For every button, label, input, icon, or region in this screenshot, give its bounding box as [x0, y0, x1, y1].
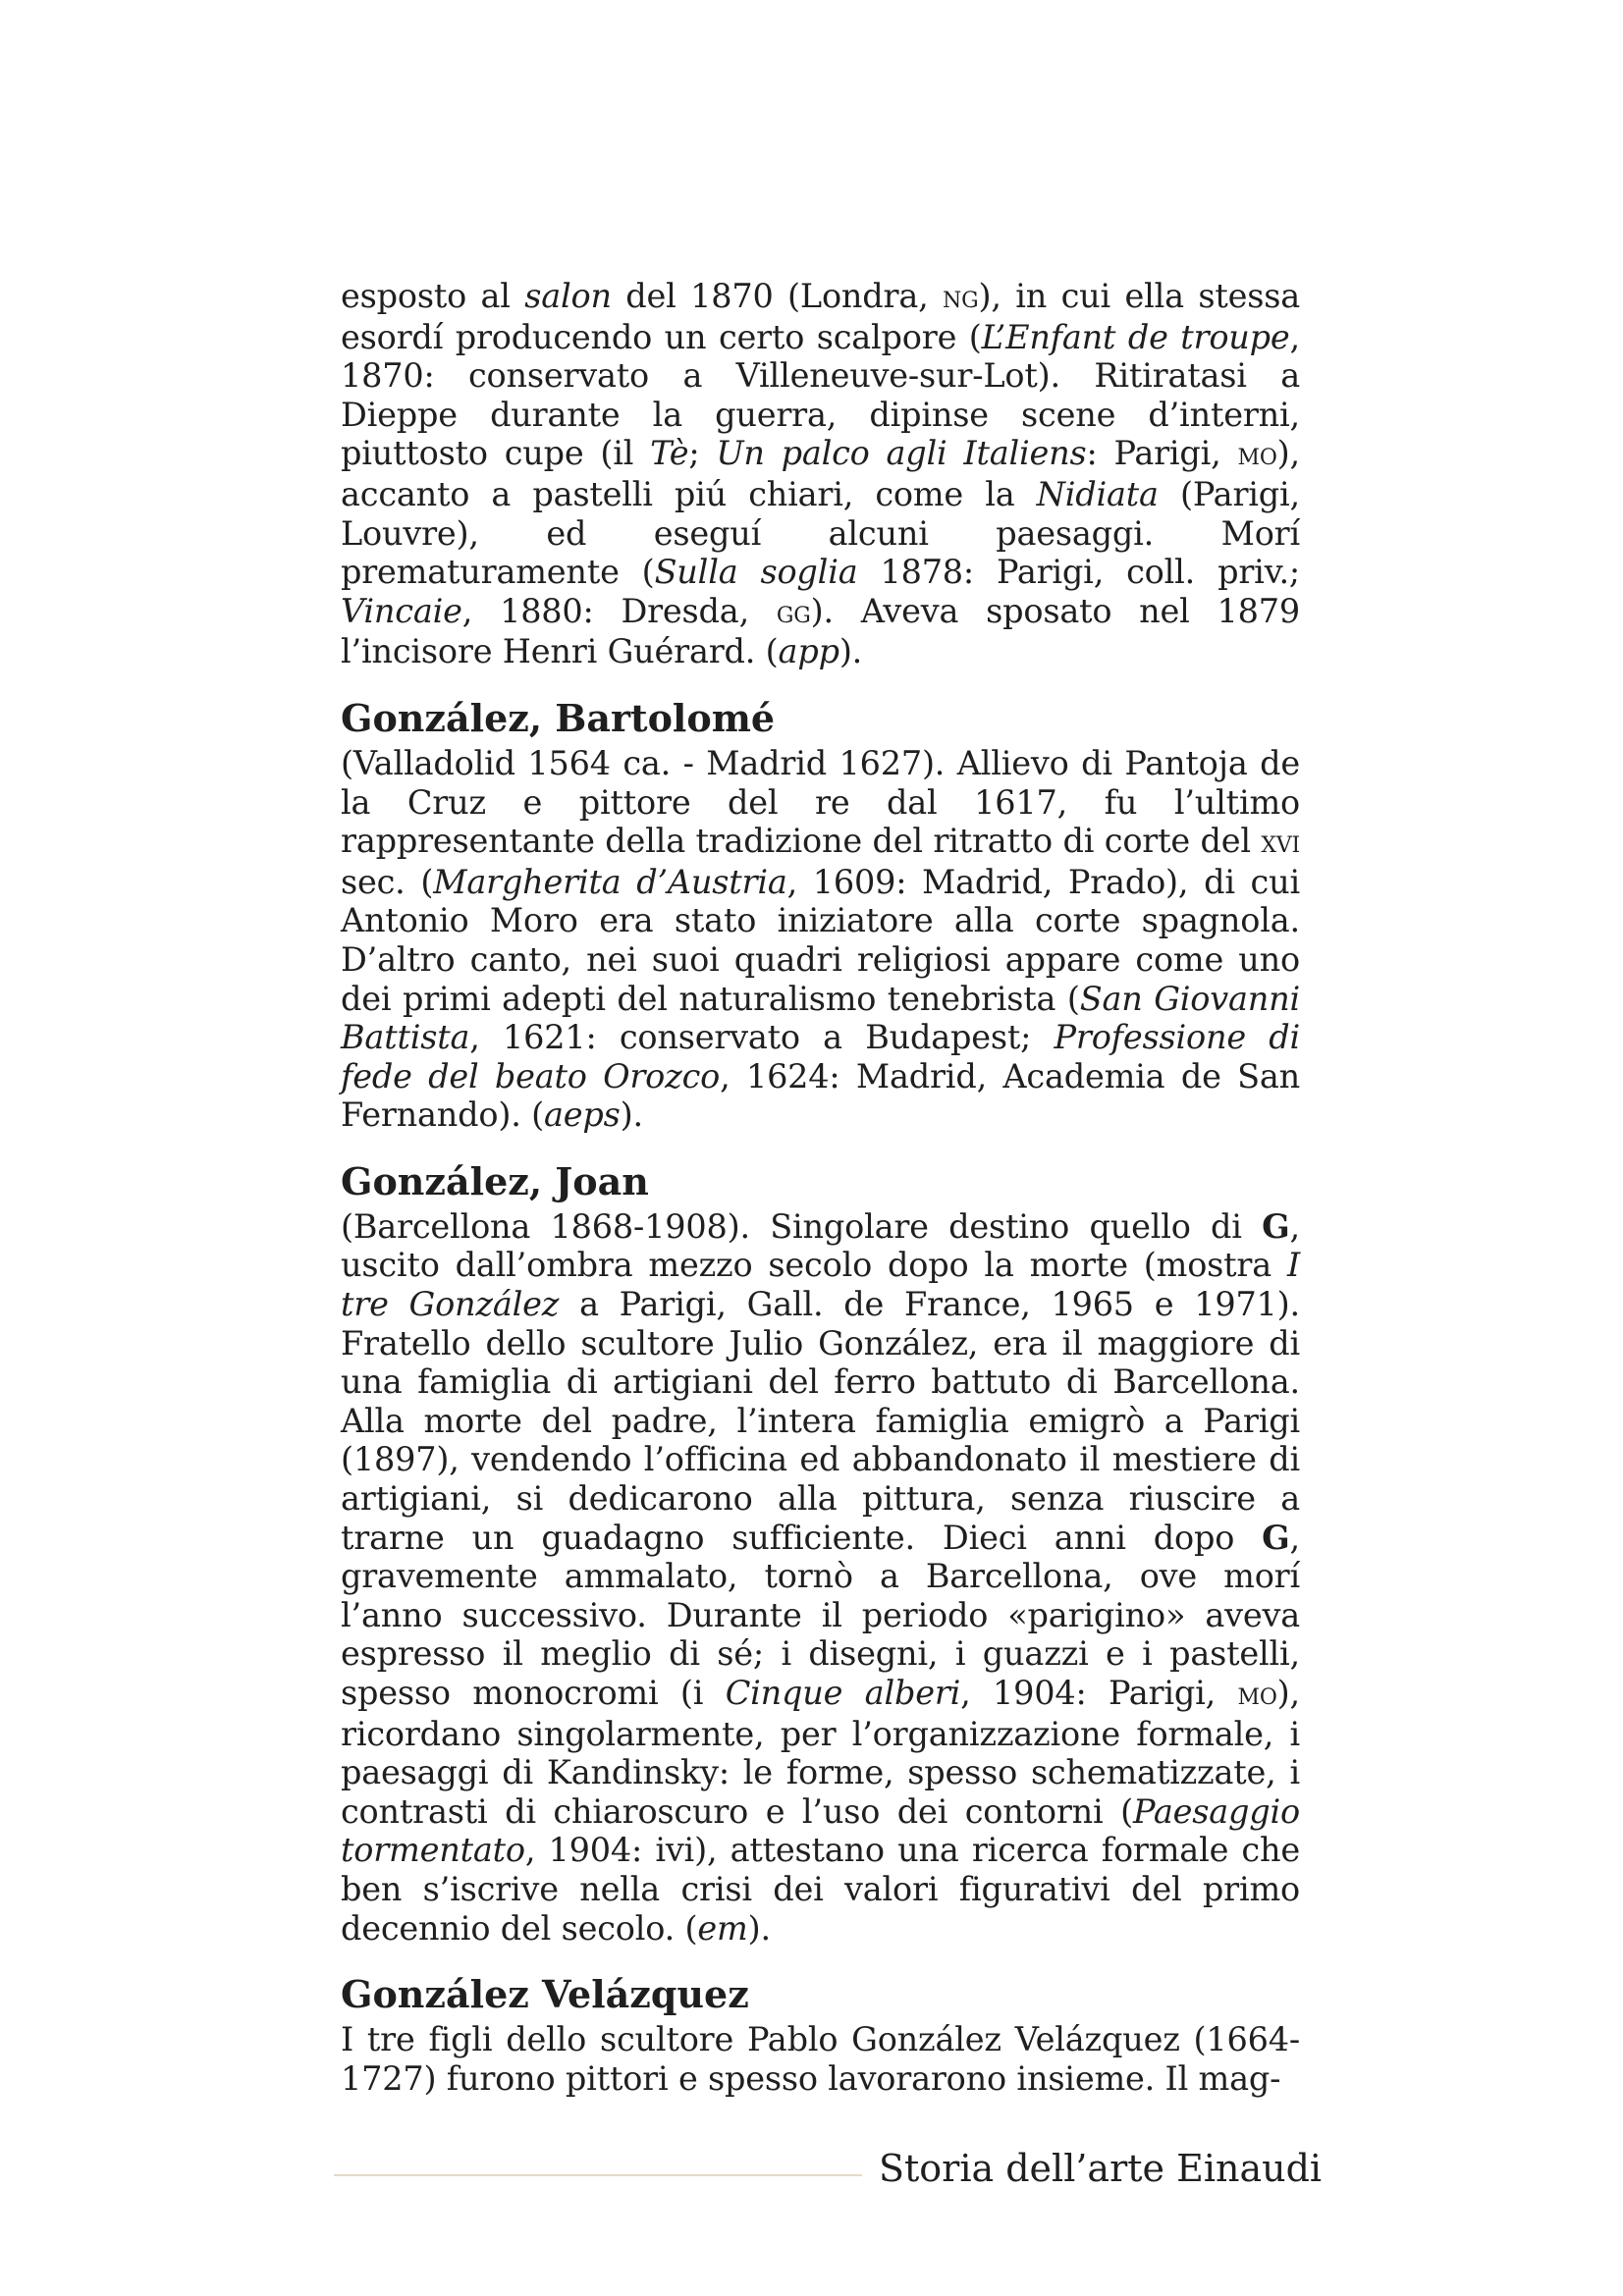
body-text: I tre figli dello scultore Pablo González Velázquez (1664-1727) furono pittori e spesso lavorarono insieme. Il mag-: [341, 2020, 1300, 2098]
italic-text: salon: [524, 277, 612, 315]
italic-text: L’Enfant de troupe: [981, 317, 1290, 356]
body-text: , 1870: conservato a Villeneuve-sur-Lot). Ritiratasi a Dieppe durante la guerra, dipinse scene d’interni, piuttosto cupe (il: [341, 317, 1300, 473]
footer-rule: [334, 2174, 862, 2176]
entry-heading: González, Bartolomé: [341, 695, 776, 740]
footer-title: Storia dell’arte Einaudi: [879, 2147, 1323, 2190]
italic-text: Professione di fede del beato Orozco: [341, 1018, 1301, 1095]
italic-text: aeps: [544, 1095, 621, 1135]
bold-initial: G: [1262, 1518, 1290, 1557]
italic-text: Cinque alberi: [725, 1674, 961, 1712]
italic-text: Vincaie: [341, 591, 462, 630]
body-text: 1878: Parigi, coll. priv.;: [857, 553, 1300, 592]
small-caps-abbr: xvi: [1261, 825, 1300, 861]
body-text: , 1621: conservato a Budapest;: [469, 1018, 1055, 1057]
italic-text: Paesaggio tormentato: [341, 1791, 1300, 1870]
entry-heading: González Velázquez: [341, 1972, 749, 2017]
body-text: ), in cui ella stessa esordí producendo un certo scalpore (: [341, 277, 1300, 356]
body-text: , 1609: Madrid, Prado), di cui Antonio Moro era stato iniziatore alla corte spagnola. D’altro canto, nei suoi quadri religiosi appare come uno dei primi adepti del naturalismo tenebrista (: [341, 862, 1300, 1018]
italic-text: Tè: [650, 434, 689, 473]
italic-text: Sulla soglia: [654, 553, 858, 592]
body-text: (Valladolid 1564 ca. - Madrid 1627). Allievo di Pantoja de la Cruz e pittore del re dal 1617, fu l’ultimo rappresentante della tradizione del ritratto di corte del: [341, 743, 1300, 861]
italic-text: Nidiata: [1036, 474, 1159, 513]
body-text: ).: [620, 1095, 643, 1135]
small-caps-abbr: ng: [943, 280, 979, 315]
small-caps-abbr: gg: [776, 594, 811, 630]
body-text: del 1870 (Londra,: [611, 277, 944, 315]
text-column: [341, 277, 1300, 2098]
entry-body: [341, 2020, 1300, 2098]
italic-text: San Giovanni Battista: [341, 979, 1300, 1057]
italic-text: app: [778, 632, 839, 671]
body-text: ). Aveva sposato nel 1879 l’incisore Henri Guérard. (: [341, 591, 1300, 671]
entry-body: [341, 1207, 1300, 1948]
body-text: , 1904: ivi), attestano una ricerca formale che ben s’iscrive nella crisi dei valori figurativi del primo decennio del secolo. (: [341, 1831, 1300, 1948]
entry-heading: González, Joan: [341, 1158, 649, 1203]
body-text: ).: [747, 1908, 771, 1948]
body-text: ).: [839, 632, 863, 671]
body-text: , 1880: Dresda,: [461, 591, 777, 630]
body-text: (Barcellona 1868-1908). Singolare destino quello di: [341, 1206, 1263, 1246]
body-text: a Parigi, Gall. de France, 1965 e 1971). Fratello dello scultore Julio González, era il maggiore di una famiglia di artigiani del ferro battuto di Barcellona. Alla morte del padre, l’intera famiglia emigrò a Parigi (1897), vendendo l’officina ed abbandonato il mestiere di artigiani, si dedicarono alla pittura, senza riuscire a trarne un guadagno sufficiente. Dieci anni dopo: [341, 1285, 1300, 1557]
italic-text: Margherita d’Austria: [433, 862, 787, 901]
body-text: , uscito dall’ombra mezzo secolo dopo la morte (mostra: [341, 1206, 1300, 1285]
small-caps-abbr: mo: [1237, 437, 1277, 473]
entry-body: [341, 744, 1300, 1135]
body-text: ), accanto a pastelli piú chiari, come la: [341, 434, 1300, 513]
body-text: : Parigi,: [1086, 434, 1238, 473]
entry-body: [341, 277, 1300, 671]
body-text: sec. (: [341, 862, 434, 901]
bold-initial: G: [1262, 1206, 1290, 1246]
italic-text: em: [697, 1908, 748, 1948]
small-caps-abbr: mo: [1237, 1677, 1277, 1712]
body-text: , gravemente ammalato, tornò a Barcellona, ove morí l’anno successivo. Durante il periodo «parigino» aveva espresso il meglio di sé; i disegni, i guazzi e i pastelli, spesso monocromi (i: [341, 1518, 1300, 1712]
italic-text: Un palco agli Italiens: [716, 434, 1087, 473]
body-text: , 1624: Madrid, Academia de San Fernando). (: [341, 1056, 1300, 1135]
italic-text: I tre González: [341, 1246, 1300, 1324]
body-text: , 1904: Parigi,: [960, 1674, 1238, 1712]
body-text: (Parigi, Louvre), ed eseguí alcuni paesaggi. Morí prematuramente (: [341, 474, 1300, 592]
body-text: ;: [688, 434, 717, 473]
body-text: ), ricordano singolarmente, per l’organizzazione formale, i paesaggi di Kandinsky: le forme, spesso schematizzate, i contrasti di chiaroscuro e l’uso dei contorni (: [341, 1674, 1300, 1831]
body-text: esposto al: [341, 277, 525, 315]
